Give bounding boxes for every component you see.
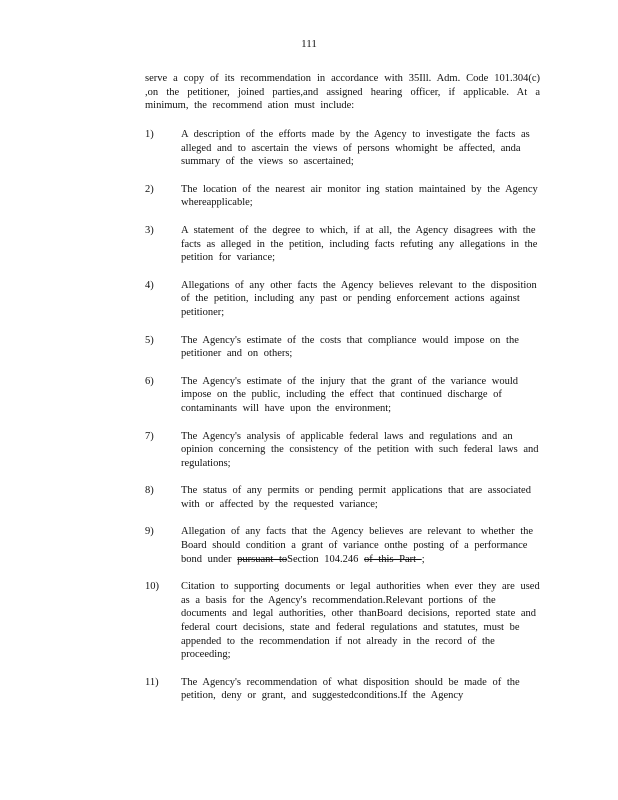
list-item [145, 128, 545, 169]
struck-text: pursuant to [237, 553, 288, 565]
list-item [145, 484, 545, 511]
item-text [181, 525, 543, 566]
item-text: Citation to supporting documents or legal authorities when ever they are used as a basis for the Agency's recommendation.Relevant portions of the documents and legal authorities, other thanBoard decisions, reported state and federal court decisions, state and federal regulations and statutes, must be appended to the recommendation if not already in the record of the proceeding; [181, 581, 540, 661]
item-text-part: Allegation of any facts that the Agency believes are relevant to whether the Board should condition a grant of variance onthe posting of a performance bond under [181, 526, 534, 565]
item-text: The status of any permits or pending permit applications that are associated with or affected by the requested variance; [181, 485, 531, 510]
item-text: Allegations of any other facts the Agency believes relevant to the disposition of the petition, including any past or pending enforcement actions against petitioner; [181, 279, 537, 318]
list-item [145, 224, 545, 265]
item-number: 5) [145, 334, 154, 346]
list-item [145, 430, 545, 471]
item-number: 6) [145, 375, 154, 387]
item-text-part: Section 104.246 [287, 553, 364, 565]
item-number: 1) [145, 129, 154, 140]
item-text: The Agency's estimate of the costs that compliance would impose on the petitioner and on others; [181, 334, 519, 360]
item-text: A statement of the degree to which, if at all, the Agency disagrees with the facts as alleged in the petition, including facts refuting any allegations in the petition for variance; [181, 224, 538, 264]
list-item [145, 676, 545, 703]
list-item [145, 525, 545, 566]
list-item [145, 183, 545, 210]
list-item [145, 375, 545, 416]
item-number: 10) [145, 581, 159, 593]
item-number: 9) [145, 526, 154, 538]
item-text: A description of the efforts made by the Agency to investigate the facts as alleged and to ascertain the views of persons whomight be affected, anda summary of the views so ascertained; [181, 129, 530, 168]
list-item [145, 334, 545, 361]
intro-paragraph: serve a copy of its recommendation in accordance with 35Ill. Adm. Code 101.304(c) ,on the petitioner, joined parties,and assigned hearing officer, if applicable. At a minimum, the recommend ation must include: [145, 73, 540, 112]
page-number: 111 [301, 38, 317, 50]
item-number: 7) [145, 430, 154, 442]
item-number: 2) [145, 183, 154, 195]
requirements-list [145, 128, 545, 703]
item-number: 8) [145, 485, 154, 497]
item-number: 3) [145, 224, 154, 236]
item-text-part: ; [421, 553, 425, 565]
item-number: 11) [145, 676, 159, 688]
struck-text: of this Part [364, 553, 422, 565]
item-text: The Agency's estimate of the injury that the grant of the variance would impose on the public, including the effect that continued discharge of contaminants will have upon the environment; [181, 375, 519, 414]
item-number: 4) [145, 279, 154, 291]
item-text: The Agency's recommendation of what disposition should be made of the petition, deny or grant, and suggestedconditions.If the Agency [181, 676, 520, 702]
item-text: The Agency's analysis of applicable federal laws and regulations and an opinion concerning the consistency of the petition with such federal laws and regulations; [181, 430, 539, 469]
list-item [145, 580, 545, 662]
item-text: The location of the nearest air monitor ing station maintained by the Agency whereapplicable; [181, 183, 538, 209]
list-item [145, 279, 545, 320]
